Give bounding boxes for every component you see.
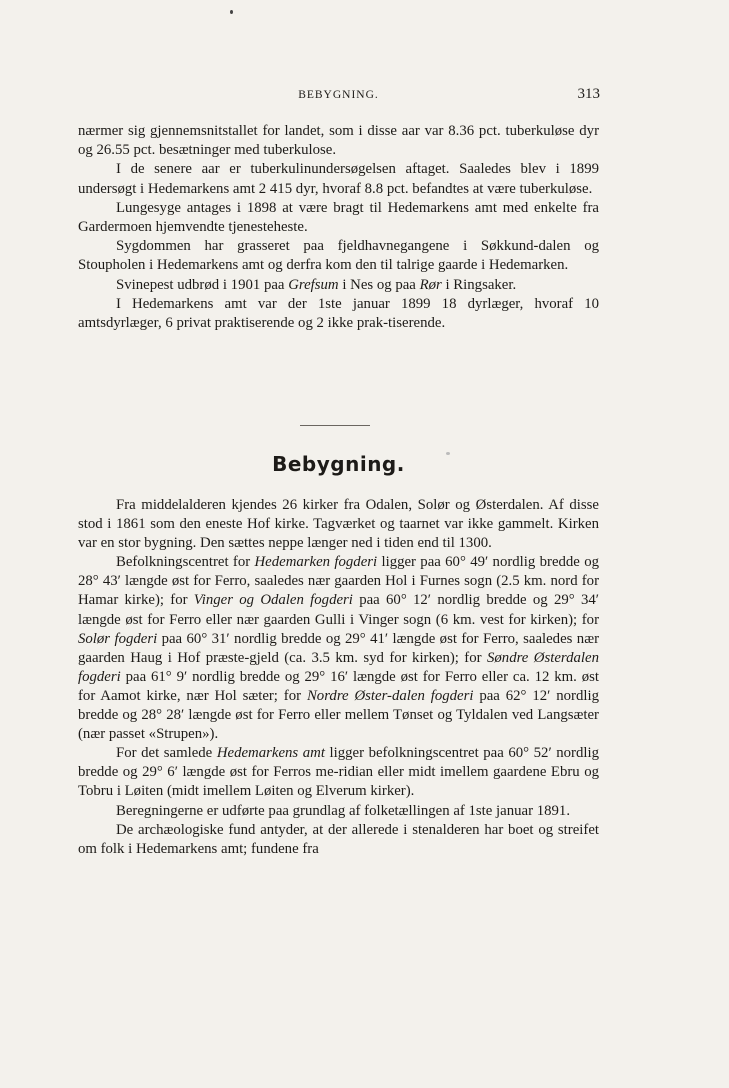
text-run: i Nes og paa — [338, 276, 420, 293]
paragraph: Lungesyge antages i 1898 at være bragt til Hedemarkens amt med enkelte fra Gardermoen hjemvendte tjenesteheste. — [78, 199, 599, 236]
text-run: ligger paa 60° 49′ nordlig bredde og 28° 43′ længde øst for Ferro, saaledes nær gaarden Hol i Furnes sogn (2.5 km. nord for Hamar kirke); for — [78, 554, 599, 609]
paragraph: Beregningerne er udførte paa grundlag af folketællingen af 1ste januar 1891. — [116, 802, 571, 819]
running-title: BEBYGNING. — [298, 89, 379, 101]
section-bebygning — [78, 496, 599, 859]
paragraph — [78, 276, 599, 295]
paragraph: Fra middelalderen kjendes 26 kirker fra Odalen, Solør og Østerdalen. Af disse stod i 1861 som den eneste Hof kirke. Tagværket og taarnet var ikke gammelt. Kirken var en stor bygning. Den sættes neppe længer ned i tiden end til 1300. — [78, 497, 599, 552]
text-run: ligger befolkningscentret paa 60° 52′ nordlig bredde og 29° 6′ længde øst for Ferros me-ridian eller midt imellem gaardene Ebru og Tobru i Løiten (midt imellem Løiten og Elverum kirker). — [78, 745, 599, 800]
paragraph: I Hedemarkens amt var der 1ste januar 1899 18 dyrlæger, hvoraf 10 amtsdyrlæger, 6 privat praktiserende og 2 ikke prak-tiserende. — [78, 295, 599, 332]
text-run: For det samlede — [116, 745, 217, 762]
text-run: Befolkningscentret for — [116, 554, 255, 571]
place-name: Rør — [419, 276, 442, 293]
paragraph — [78, 744, 599, 801]
text-run: paa 60° 12′ nordlig bredde og 29° 34′ længde øst for Ferro eller nær gaarden Gulli i Vinger sogn (6 km. vest for kirken); for — [78, 592, 599, 628]
district-name: Søndre Østerdalen fogderi — [78, 649, 599, 685]
district-name: Hedemarkens amt — [216, 745, 325, 762]
page-number: 313 — [577, 86, 600, 102]
place-name: Grefsum — [288, 276, 339, 293]
text-run: paa 61° 9′ nordlig bredde og 29° 16′ længde øst for Ferro eller ca. 12 km. øst for Aamot kirke, nær Hol sæter; for — [78, 668, 599, 704]
text-run: paa 62° 12′ nordlig bredde og 28° 28′ længde øst for Ferro eller mellem Tønset og Tyldalen ved Langsæter (nær passet «Strupen»). — [78, 687, 599, 743]
district-name: Vinger og Odalen fogderi — [193, 592, 353, 609]
district-name: Hedemarken fogderi — [254, 554, 378, 571]
section-heading: Bebygning. — [272, 452, 405, 476]
section-divider — [300, 425, 370, 426]
text-run: Svinepest udbrød i 1901 paa — [116, 276, 289, 293]
paragraph: De archæologiske fund antyder, at der allerede i stenalderen har boet og streifet om folk i Hedemarkens amt; fundene fra — [78, 821, 599, 857]
text-run: paa 60° 31′ nordlig bredde og 29° 41′ længde øst for Ferro, saaledes nær gaarden Haug i Hof præste-gjeld (ca. 3.5 km. syd for kirken); for — [78, 630, 599, 666]
text-run: i Ringsaker. — [441, 276, 517, 293]
paragraph — [78, 553, 599, 744]
running-header — [78, 86, 599, 106]
section-livestock — [78, 122, 599, 333]
district-name: Nordre Øster-dalen fogderi — [306, 687, 474, 704]
district-name: Solør fogderi — [78, 630, 158, 647]
paragraph: I de senere aar er tuberkulinundersøgelsen aftaget. Saaledes blev i 1899 undersøgt i Hedemarkens amt 2 415 dyr, hvoraf 8.8 pct. befandtes at være tuberkuløse. — [78, 161, 599, 197]
paragraph: nærmer sig gjennemsnitstallet for landet, som i disse aar var 8.36 pct. tuberkuløse dyr og 26.55 pct. besætninger med tuberkulose. — [78, 123, 599, 159]
paragraph: Sygdommen har grasseret paa fjeldhavnegangene i Søkkund-dalen og Stoupholen i Hedemarkens amt og derfra kom den til talrige gaarde i Hedemarken. — [78, 238, 599, 274]
ink-speck — [230, 10, 233, 14]
